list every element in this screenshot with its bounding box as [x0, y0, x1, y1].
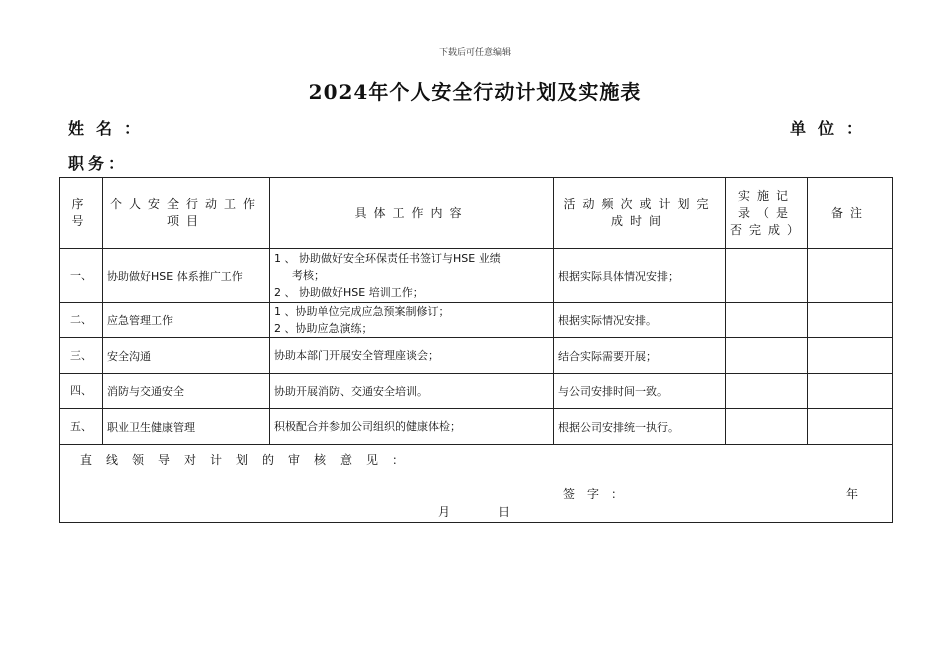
- row-project: 安全沟通: [103, 338, 270, 374]
- row-content: [270, 374, 554, 409]
- row-record[interactable]: [726, 409, 808, 445]
- content-line: 1 、 协助做好安全环保责任书签订与HSE 业绩: [274, 252, 501, 265]
- row-content: [270, 249, 554, 303]
- row-project: 消防与交通安全: [103, 374, 270, 409]
- row-record[interactable]: [726, 374, 808, 409]
- signature-label: 签字：: [563, 487, 636, 501]
- content-line: 2 、协助应急演练；: [274, 322, 373, 335]
- content-line: 协助开展消防、交通安全培训。: [274, 384, 428, 398]
- row-record[interactable]: [726, 249, 808, 303]
- review-row: [60, 445, 893, 523]
- content-line: 2 、 协助做好HSE 培训工作；: [274, 286, 424, 299]
- row-content: [270, 338, 554, 374]
- row-seq: 四、: [60, 374, 103, 409]
- header-content: 具体工作内容: [270, 178, 554, 249]
- month-label: 月: [438, 505, 451, 519]
- table-row: [60, 303, 893, 338]
- row-remark[interactable]: [808, 338, 893, 374]
- table-row: [60, 409, 893, 445]
- content-line: 协助本部门开展安全管理座谈会；: [274, 349, 439, 362]
- header-record: 实施记录（是否完成）: [726, 178, 808, 249]
- row-record[interactable]: [726, 303, 808, 338]
- row-content: [270, 409, 554, 445]
- review-label: 直线领导对计划的审核意见：: [80, 453, 419, 467]
- row-seq: 三、: [60, 338, 103, 374]
- row-seq: 一、: [60, 249, 103, 303]
- table-header-row: [60, 178, 893, 249]
- header-seq: 序号: [60, 178, 103, 249]
- row-frequency: 根据实际情况安排。: [554, 303, 726, 338]
- name-label: 姓名：: [68, 119, 153, 138]
- day-label: 日: [498, 505, 511, 519]
- watermark: 下载后可任意编辑: [438, 48, 511, 58]
- plan-table: [59, 177, 893, 523]
- row-seq: 二、: [60, 303, 103, 338]
- row-frequency: 根据实际具体情况安排；: [554, 249, 726, 303]
- content-line: 积极配合并参加公司组织的健康体检；: [274, 420, 461, 433]
- row-frequency: 根据公司安排统一执行。: [554, 409, 726, 445]
- row-seq: 五、: [60, 409, 103, 445]
- row-remark[interactable]: [808, 249, 893, 303]
- header-project: 个人安全行动工作项目: [103, 178, 270, 249]
- row-frequency: 结合实际需要开展；: [554, 338, 726, 374]
- content-line: 考核；: [292, 269, 325, 282]
- content-line: 1 、协助单位完成应急预案制修订；: [274, 305, 450, 318]
- row-record[interactable]: [726, 338, 808, 374]
- row-remark[interactable]: [808, 303, 893, 338]
- row-remark[interactable]: [808, 374, 893, 409]
- unit-label: 单位：: [790, 119, 875, 138]
- job-label: 职务：: [68, 154, 129, 173]
- row-project: 职业卫生健康管理: [103, 409, 270, 445]
- header-frequency: 活动频次或计划完成时间: [554, 178, 726, 249]
- row-frequency: 与公司安排时间一致。: [554, 374, 726, 409]
- table-row: [60, 249, 893, 303]
- year-label: 年: [846, 487, 859, 501]
- row-project: 协助做好HSE 体系推广工作: [103, 249, 270, 303]
- table-row: [60, 374, 893, 409]
- row-project: 应急管理工作: [103, 303, 270, 338]
- page-title: 2024年个人安全行动计划及实施表: [308, 80, 642, 104]
- table-row: [60, 338, 893, 374]
- row-content: [270, 303, 554, 338]
- header-remark: 备注: [808, 178, 893, 249]
- row-remark[interactable]: [808, 409, 893, 445]
- review-cell[interactable]: [60, 445, 893, 523]
